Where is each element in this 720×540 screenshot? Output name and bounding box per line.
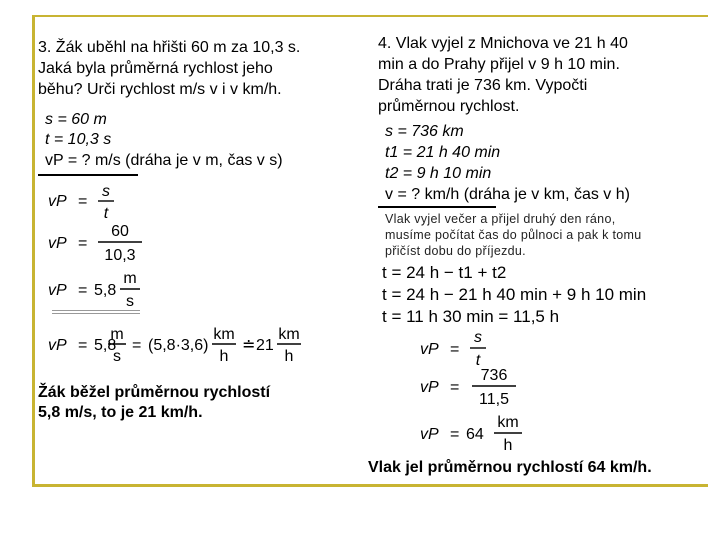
task4-formula-result [418,412,548,456]
task3-answer [38,383,270,423]
task3-question [38,37,300,100]
task4-given-t1: t1 = 21 h 40 min [385,144,501,161]
task4-question [378,33,628,117]
task4-given-t2: t2 = 9 h 10 min [385,165,492,182]
formula-denominator: t [475,352,481,369]
equals-sign: = [132,337,142,354]
unit-numerator: m [110,326,124,343]
task3-question-line: 3. Žák uběhl na hřišti 60 m za 10,3 s. [38,39,301,56]
unit-numerator: km [213,326,235,343]
equals-sign: = [78,337,88,354]
formula-lhs: vP [48,282,67,299]
unit-denominator: s [126,293,134,310]
slide-frame-top [32,15,708,17]
task3-formula-result-ms [46,268,186,312]
unit-denominator: s [113,348,121,365]
task4-formula-definition [418,327,528,369]
formula-numerator: s [102,183,110,200]
equals-sign: = [450,426,460,443]
task3-given-s: s = 60 m [45,111,107,128]
unit-numerator: km [497,414,519,431]
task4-given-s: s = 736 km [385,123,464,140]
unit-numerator: m [123,270,137,287]
formula-denominator: t [103,205,109,220]
task3-given-v: vP = ? m/s (dráha je v m, čas v s) [45,152,283,169]
task4-equation-time-substitution: t = 24 h − 21 h 40 min + 9 h 10 min [382,285,647,304]
task4-note [385,211,641,259]
formula-lhs: vP [420,426,439,443]
formula-numerator: s [474,329,482,346]
formula-lhs: vP [48,337,67,354]
formula-denominator: 11,5 [479,391,509,408]
equals-sign: = [78,193,88,210]
separator-line [52,310,140,311]
slide-frame-left [32,15,35,487]
equals-sign: = [450,379,460,396]
task4-answer: Vlak jel průměrnou rychlostí 64 km/h. [368,459,652,476]
approx-sign: ≐ [242,337,256,354]
unit-denominator: h [219,348,229,365]
formula-value: 5,8 [94,337,117,354]
unit-denominator: h [284,348,294,365]
formula-value: 5,8 [94,282,117,299]
task4-equation-time-result: t = 11 h 30 min = 11,5 h [382,307,560,326]
equals-sign: = [78,282,88,299]
task3-given-divider [38,174,138,176]
formula-value: 64 [466,426,484,443]
separator-line [52,313,140,314]
task4-note-line: musíme počítat čas do půlnoci a pak k tomu [385,228,642,242]
formula-lhs: vP [420,341,439,358]
formula-expression: (5,8·3,6) [148,337,209,354]
task4-formula-substitution [418,364,538,408]
task4-given-v: v = ? km/h (dráha je v km, čas v h) [385,186,630,203]
task4-note-line: Vlak vyjel večer a přijel druhý den ráno, [385,212,616,226]
task3-formula-conversion [46,322,316,368]
formula-lhs: vP [48,193,67,210]
task4-question-line: Dráha trati je 736 km. Vypočti [378,77,588,94]
task3-question-line: Jaká byla průměrná rychlost jeho [38,60,273,77]
formula-numerator: 736 [480,367,508,384]
task3-answer-line: 5,8 m/s, to je 21 km/h. [38,404,203,421]
task4-note-line: přičíst dobu do příjezdu. [385,244,526,258]
slide-frame-bottom [32,484,708,487]
task3-formula-definition [46,180,156,220]
task4-equation-time-formula: t = 24 h − t1 + t2 [382,263,507,282]
task4-question-line: průměrnou rychlost. [378,98,520,115]
equals-sign: = [78,235,88,252]
task3-given-t: t = 10,3 s [45,131,112,148]
unit-numerator: km [278,326,300,343]
unit-denominator: h [503,437,513,454]
task3-formula-substitution [46,220,166,264]
formula-numerator: 60 [111,223,129,240]
task3-answer-line: Žák běžel průměrnou rychlostí [38,384,271,401]
task4-question-line: 4. Vlak vyjel z Mnichova ve 21 h 40 [378,35,628,52]
formula-denominator: 10,3 [104,247,136,264]
task3-question-line: běhu? Urči rychlost m/s v i v km/h. [38,81,282,98]
formula-lhs: vP [48,235,67,252]
task4-question-line: min a do Prahy přijel v 9 h 10 min. [378,56,620,73]
task4-given-divider [378,206,496,208]
formula-lhs: vP [420,379,439,396]
equals-sign: = [450,341,460,358]
formula-value: 21 [256,337,274,354]
